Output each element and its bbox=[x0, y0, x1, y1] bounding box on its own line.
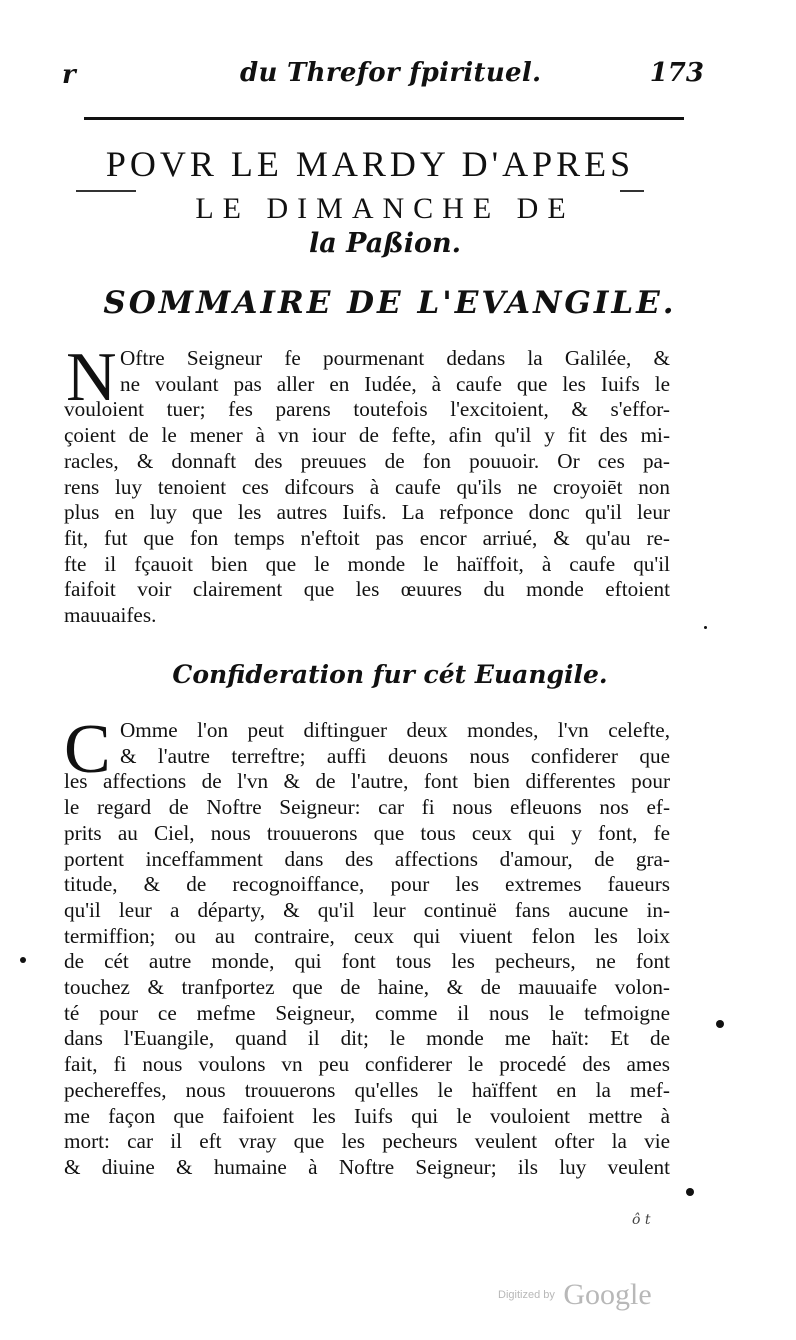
digitization-watermark bbox=[498, 1278, 652, 1312]
text-line: de cét autre monde, qui font tous les pecheurs, ne font bbox=[64, 949, 670, 974]
header-rule bbox=[84, 117, 684, 120]
text-line: vouloient tuer; fes parens toutefois l'excitoient, & s'effor- bbox=[64, 397, 670, 422]
consideration-paragraph bbox=[64, 711, 670, 1181]
text-line: plus en luy que les autres Iuifs. La refponce donc qu'il leur bbox=[64, 500, 670, 525]
consideration-heading: Confideration fur cét Euangile. bbox=[172, 660, 608, 689]
chapter-subtitle: LE DIMANCHE DE bbox=[195, 192, 575, 225]
watermark-small-text: Digitized by bbox=[498, 1289, 555, 1301]
page-number: 173 bbox=[649, 58, 704, 88]
chapter-subtitle-italic: la Paßion. bbox=[308, 228, 462, 259]
ink-spot bbox=[704, 626, 707, 629]
catchword: ô t bbox=[632, 1212, 651, 1228]
text-line: pechereffes, nous trouuerons qu'elles le haïffent en la mef- bbox=[64, 1077, 670, 1102]
text-line: faifoit voir clairement que les œuures du monde eftoient bbox=[64, 577, 670, 602]
summary-paragraph bbox=[64, 339, 670, 629]
text-line: Omme l'on peut diftinguer deux mondes, l'vn celefte, bbox=[120, 718, 670, 742]
text-line: mort: car il eft vray que les pecheurs veulent ofter la vie bbox=[64, 1129, 670, 1154]
text-line: çoient de le mener à vn iour de fefte, afin qu'il y fit des mi- bbox=[64, 423, 670, 448]
watermark-logo-text: Google bbox=[563, 1278, 652, 1311]
text-line: Oftre Seigneur fe pourmenant dedans la Galilée, & bbox=[120, 346, 670, 370]
text-line: rens luy tenoient ces difcours à caufe qu'ils ne croyoiēt non bbox=[64, 474, 670, 499]
drop-cap: N bbox=[66, 339, 117, 416]
text-line: les affections de l'vn & de l'autre, font bien differentes pour bbox=[64, 769, 670, 794]
text-line: portent inceffamment dans des affections d'amour, de gra- bbox=[64, 846, 670, 871]
text-line: & diuine & humaine à Noftre Seigneur; ils luy veulent bbox=[64, 1154, 670, 1179]
ink-spot bbox=[716, 1020, 724, 1028]
text-line: dans l'Euangile, quand il dit; le monde me haït: Et de bbox=[64, 1026, 670, 1051]
text-line: touchez & tranfportez que de haine, & de mauuaife volon- bbox=[64, 975, 670, 1000]
text-line: le regard de Noftre Seigneur: car fi nous efleuons nos ef- bbox=[64, 795, 670, 820]
text-line: titude, & de recognoiffance, pour les extremes faueurs bbox=[64, 872, 670, 897]
text-line: ne voulant pas aller en Iudée, à caufe que les Iuifs le bbox=[120, 371, 670, 396]
text-line: me façon que faifoient les Iuifs qui le vouloient mettre à bbox=[64, 1103, 670, 1128]
text-line: termiffion; ou au contraire, ceux qui viuent felon les loix bbox=[64, 923, 670, 948]
text-line: prits au Ciel, nous trouuerons que tous ceux qui y font, fe bbox=[64, 820, 670, 845]
drop-cap: C bbox=[64, 711, 111, 788]
text-line: té pour ce mefme Seigneur, comme il nous le tefmoigne bbox=[64, 1000, 670, 1025]
text-line: & l'autre terreftre; auffi deuons nous confiderer que bbox=[120, 743, 670, 768]
text-line: fit, fut que fon temps n'eftoit pas encor arriué, & qu'au re- bbox=[64, 525, 670, 550]
text-line: fte il fçauoit bien que le monde le haïffoit, à caufe qu'il bbox=[64, 551, 670, 576]
text-line: fait, fi nous voulons vn peu confiderer le procedé des ames bbox=[64, 1052, 670, 1077]
ink-spot bbox=[20, 957, 26, 963]
margin-mark: r bbox=[62, 60, 76, 90]
summary-heading: SOMMAIRE DE L'EVANGILE. bbox=[103, 285, 677, 321]
chapter-title: POVR LE MARDY D'APRES bbox=[105, 144, 635, 184]
running-head bbox=[60, 56, 704, 96]
running-title: du Threfor fpirituel. bbox=[240, 58, 542, 88]
text-line: racles, & donnaft des preuues de fon pouuoir. Or ces pa- bbox=[64, 448, 670, 473]
ink-spot bbox=[686, 1188, 694, 1196]
text-line: mauuaifes. bbox=[64, 603, 157, 628]
ornament-dash bbox=[76, 190, 136, 192]
ornament-dash bbox=[620, 190, 644, 192]
text-line: qu'il leur a départy, & qu'il leur continuë fans aucune in- bbox=[64, 897, 670, 922]
